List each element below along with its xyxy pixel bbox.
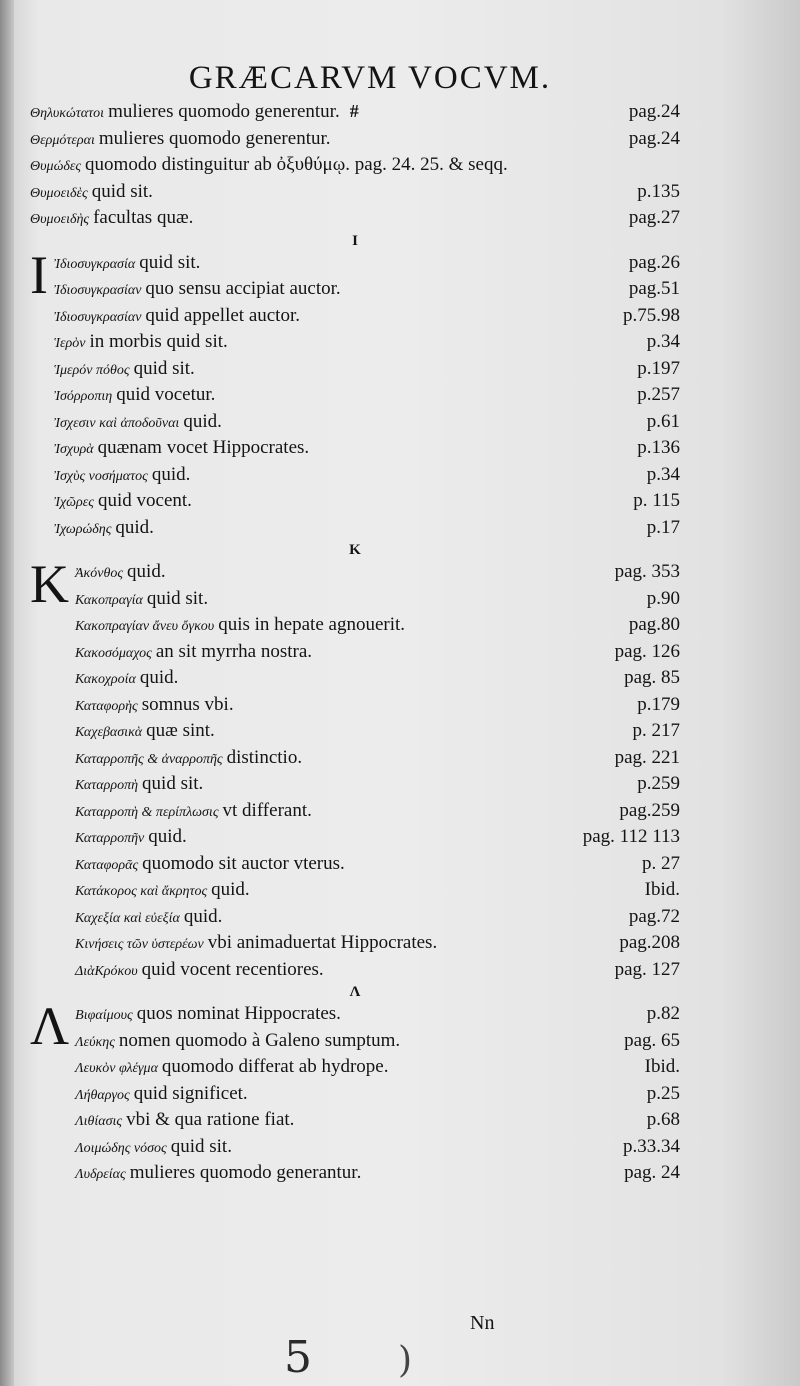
latin-gloss: quomodo differat ab hydrope. bbox=[161, 1056, 389, 1077]
page-reference: pag.72 bbox=[628, 905, 680, 927]
index-entry bbox=[54, 278, 680, 305]
latin-gloss: distinctio. bbox=[226, 746, 303, 768]
latin-gloss: quid significet. bbox=[133, 1082, 248, 1104]
page-reference: pag. 85 bbox=[624, 667, 680, 688]
latin-gloss: quid. bbox=[115, 516, 154, 538]
index-entry bbox=[54, 384, 680, 411]
greek-term: Θερμότεραι bbox=[30, 132, 95, 148]
greek-term: Ἰχῶρες bbox=[53, 495, 94, 510]
greek-term: Καταφορὴς bbox=[75, 698, 138, 714]
entry-list bbox=[75, 1003, 680, 1189]
page-reference: p.179 bbox=[637, 693, 680, 715]
entry-text bbox=[54, 331, 228, 353]
page-reference: p.135 bbox=[637, 180, 680, 202]
entry-text bbox=[30, 207, 193, 229]
page-reference: pag.27 bbox=[628, 207, 680, 228]
index-entry bbox=[75, 1083, 680, 1110]
index-entry bbox=[54, 464, 680, 491]
greek-term: Βιφαίμους bbox=[75, 1008, 133, 1023]
latin-gloss: vbi & qua ratione fiat. bbox=[126, 1109, 295, 1130]
page-reference: p.90 bbox=[646, 587, 680, 609]
entry-text bbox=[75, 1083, 248, 1105]
latin-gloss: facultas quæ. bbox=[93, 207, 194, 228]
page-reference: pag. 126 bbox=[614, 640, 680, 662]
latin-gloss: quid. bbox=[127, 561, 166, 582]
index-entry bbox=[75, 747, 680, 774]
page-reference: p.68 bbox=[646, 1109, 680, 1130]
entry-text bbox=[30, 154, 508, 176]
latin-gloss: quomodo sit auctor vterus. bbox=[142, 852, 345, 874]
greek-term: Ἰχωρώδης bbox=[53, 521, 112, 537]
index-group bbox=[30, 230, 680, 544]
page-reference: p. 115 bbox=[633, 490, 680, 511]
index-entry bbox=[75, 1030, 680, 1057]
latin-gloss: quid. bbox=[151, 463, 191, 485]
page-reference: pag. 65 bbox=[624, 1029, 680, 1051]
entry-text bbox=[75, 1056, 388, 1078]
latin-gloss: quid. bbox=[211, 879, 250, 900]
index-entry bbox=[30, 154, 680, 181]
latin-gloss: quid vocetur. bbox=[116, 384, 216, 405]
entry-text bbox=[75, 1136, 232, 1158]
latin-gloss: somnus vbi. bbox=[141, 693, 234, 715]
page-reference: pag.24 bbox=[628, 127, 680, 149]
entry-list bbox=[75, 561, 680, 985]
entry-text bbox=[75, 773, 203, 795]
entry-text bbox=[75, 1030, 400, 1052]
page-reference: pag. 127 bbox=[614, 958, 680, 980]
index-entry bbox=[75, 853, 680, 880]
greek-term: Κακοσόμαχος bbox=[75, 645, 152, 661]
latin-gloss: quid. bbox=[183, 410, 222, 432]
greek-term: Καχεβασικὰ bbox=[75, 725, 143, 740]
latin-gloss: quid. bbox=[139, 667, 179, 688]
handwritten-mark: # bbox=[349, 101, 359, 121]
index-entry bbox=[75, 906, 680, 933]
greek-term: Ἰδιοσυγκρασίαν bbox=[53, 283, 142, 298]
page-reference: pag.259 bbox=[619, 799, 680, 821]
index-entry bbox=[75, 614, 680, 641]
index-entry bbox=[75, 1003, 680, 1030]
drop-initial: K bbox=[30, 554, 69, 614]
greek-term: Λιθίασις bbox=[75, 1114, 123, 1129]
signature-mark: Nn bbox=[470, 1312, 495, 1334]
index-entry bbox=[75, 1162, 680, 1189]
index-groups bbox=[30, 101, 680, 1189]
handwritten-page-number: 5 bbox=[284, 1332, 312, 1383]
index-entry bbox=[75, 1109, 680, 1136]
entry-text bbox=[75, 800, 312, 822]
index-entry bbox=[75, 1056, 680, 1083]
greek-term: Κακοπραγίαν ἄνευ ὄγκου bbox=[75, 619, 215, 634]
entry-text bbox=[54, 517, 154, 539]
entry-text bbox=[75, 906, 222, 928]
greek-term: Ἰσχεσιν καὶ ἀποδοῦναι bbox=[53, 415, 180, 431]
index-entry bbox=[54, 358, 680, 385]
greek-term: Καταφορᾶς bbox=[75, 857, 139, 873]
entry-text bbox=[75, 588, 208, 610]
index-entry bbox=[30, 128, 680, 155]
entry-text bbox=[75, 959, 324, 981]
entry-text bbox=[54, 464, 190, 486]
index-group bbox=[30, 539, 680, 985]
handwritten-stroke: ) bbox=[398, 1340, 413, 1381]
page-reference: p.136 bbox=[637, 437, 680, 458]
section-letter: Λ bbox=[349, 984, 361, 1000]
greek-term: Λευκὸν φλέγμα bbox=[75, 1061, 158, 1076]
entry-text bbox=[54, 490, 192, 512]
entry-text bbox=[75, 1109, 294, 1131]
group-body bbox=[30, 996, 680, 1189]
latin-gloss: quid sit. bbox=[146, 587, 209, 609]
page-reference: Ibid. bbox=[644, 1056, 680, 1077]
page-reference: Ibid. bbox=[644, 879, 680, 900]
page-reference: p.34 bbox=[646, 463, 680, 485]
entry-text bbox=[54, 252, 200, 274]
index-entry bbox=[75, 879, 680, 906]
index-entry bbox=[75, 588, 680, 615]
greek-term: Θυμώδες bbox=[30, 159, 82, 174]
greek-term: Κινήσεις τῶν ὑστερέων bbox=[75, 937, 204, 952]
index-group bbox=[30, 101, 680, 234]
latin-gloss: quid. bbox=[183, 905, 223, 927]
greek-term: Λυδρείας bbox=[75, 1167, 126, 1182]
section-letter: I bbox=[352, 232, 358, 249]
entry-text bbox=[75, 879, 250, 901]
page-reference: p.257 bbox=[637, 384, 680, 405]
greek-term: Λεύκης bbox=[75, 1034, 115, 1050]
latin-gloss: mulieres quomodo generentur. bbox=[108, 101, 340, 122]
page-reference: pag.26 bbox=[628, 251, 680, 273]
index-entry bbox=[54, 331, 680, 358]
entry-list bbox=[30, 101, 680, 234]
page-reference: pag. 221 bbox=[614, 746, 680, 768]
entry-text bbox=[54, 305, 300, 327]
page-reference: p.259 bbox=[637, 773, 680, 794]
entry-list bbox=[54, 252, 680, 544]
index-entry bbox=[54, 411, 680, 438]
entry-text bbox=[75, 853, 345, 875]
latin-gloss: quænam vocet Hippocrates. bbox=[97, 437, 310, 458]
greek-term: Ἰδιοσυγκρασίαν bbox=[53, 309, 142, 325]
index-entry bbox=[75, 720, 680, 747]
latin-gloss: quid vocent. bbox=[97, 490, 192, 511]
latin-gloss: quid sit. bbox=[139, 251, 201, 273]
greek-term: Θυμοειδὴς bbox=[30, 212, 90, 227]
entry-text bbox=[75, 1003, 341, 1025]
drop-initial: I bbox=[30, 244, 48, 305]
latin-gloss: quid. bbox=[148, 826, 187, 847]
greek-term: Κακοχροία bbox=[75, 672, 136, 687]
index-entry bbox=[75, 773, 680, 800]
latin-gloss: quid appellet auctor. bbox=[145, 304, 300, 326]
entry-text bbox=[30, 181, 153, 203]
group-body bbox=[30, 101, 680, 234]
greek-term: Ἰσχυρὰ bbox=[53, 442, 94, 457]
entry-text bbox=[75, 561, 166, 583]
latin-gloss: quæ sint. bbox=[146, 720, 215, 741]
index-entry bbox=[75, 694, 680, 721]
latin-gloss: quid sit. bbox=[133, 357, 195, 379]
greek-term: Κατάκορος καὶ ἄκρητος bbox=[75, 884, 208, 899]
group-body bbox=[30, 554, 680, 985]
greek-term: Ἰσόρροπιη bbox=[53, 389, 113, 404]
index-entry bbox=[54, 305, 680, 332]
entry-text bbox=[30, 101, 359, 123]
index-entry bbox=[54, 437, 680, 464]
latin-gloss: quomodo distinguitur ab ὀξυθύμῳ. pag. 24. 25. & seqq. bbox=[85, 154, 508, 175]
greek-term: Ἀκόνθος bbox=[75, 566, 124, 581]
greek-term: Καταρροπὴ bbox=[75, 778, 139, 793]
greek-term: Ἱμερόν πόθος bbox=[53, 362, 130, 378]
entry-text bbox=[54, 384, 215, 406]
entry-text bbox=[75, 667, 178, 689]
drop-initial: Λ bbox=[30, 996, 70, 1056]
page-reference: p.34 bbox=[646, 331, 680, 352]
page-reference: pag.80 bbox=[628, 614, 680, 635]
entry-text bbox=[54, 278, 341, 300]
latin-gloss: quid vocent recentiores. bbox=[141, 958, 324, 980]
page-reference: pag. 353 bbox=[614, 561, 680, 582]
entry-text bbox=[54, 437, 309, 459]
page-reference: p.25 bbox=[646, 1082, 680, 1104]
index-entry bbox=[54, 517, 680, 544]
greek-term: Θυμοειδὲς bbox=[30, 185, 88, 201]
greek-term: Θηλυκώτατοι bbox=[30, 106, 105, 121]
page-reference: pag.24 bbox=[628, 101, 680, 122]
greek-term: Λήθαργος bbox=[75, 1087, 130, 1103]
index-entry bbox=[75, 667, 680, 694]
entry-text bbox=[54, 358, 195, 380]
index-entry bbox=[75, 561, 680, 588]
index-entry bbox=[75, 1136, 680, 1163]
entry-text bbox=[75, 694, 234, 716]
entry-text bbox=[54, 411, 222, 433]
page-reference: pag. 24 bbox=[624, 1162, 680, 1183]
index-entry bbox=[75, 932, 680, 959]
greek-term: Ἰσχὺς νοσήματος bbox=[53, 468, 148, 484]
latin-gloss: quo sensu accipiat auctor. bbox=[145, 278, 341, 299]
greek-term: Καταρροπὴ & περίπλωσις bbox=[75, 804, 219, 820]
page-reference: pag.208 bbox=[619, 932, 680, 953]
greek-term: Καχεξία καὶ εὐεξία bbox=[75, 910, 180, 926]
entry-text bbox=[75, 1162, 361, 1184]
latin-gloss: quid sit. bbox=[142, 773, 204, 794]
latin-gloss: an sit myrrha nostra. bbox=[155, 640, 313, 662]
index-entry bbox=[30, 181, 680, 208]
greek-term: Λοιμώδης νόσος bbox=[75, 1140, 167, 1156]
section-letter: K bbox=[349, 542, 361, 558]
latin-gloss: quid sit. bbox=[91, 180, 153, 202]
entry-text bbox=[75, 641, 312, 663]
index-page bbox=[30, 60, 680, 1189]
index-group bbox=[30, 981, 680, 1189]
index-entry bbox=[54, 490, 680, 517]
greek-term: Καταρροπῆν bbox=[75, 831, 145, 846]
index-entry bbox=[75, 800, 680, 827]
page-reference: p. 27 bbox=[642, 852, 680, 874]
page-reference: pag.51 bbox=[628, 278, 680, 299]
index-entry bbox=[30, 101, 680, 128]
greek-term: Κακοπραγία bbox=[75, 592, 143, 608]
latin-gloss: quos nominat Hippocrates. bbox=[136, 1003, 341, 1024]
page-reference: p.33.34 bbox=[623, 1135, 680, 1157]
book-gutter bbox=[0, 0, 14, 1386]
page-reference: p.61 bbox=[646, 410, 680, 432]
latin-gloss: in morbis quid sit. bbox=[89, 331, 228, 352]
group-body bbox=[30, 244, 680, 544]
greek-term: Ἰδιοσυγκρασία bbox=[53, 256, 136, 272]
latin-gloss: quis in hepate agnouerit. bbox=[218, 614, 406, 635]
index-entry bbox=[54, 252, 680, 279]
latin-gloss: nomen quomodo à Galeno sumptum. bbox=[118, 1029, 401, 1051]
entry-text bbox=[30, 128, 331, 150]
latin-gloss: quid sit. bbox=[170, 1135, 232, 1157]
entry-text bbox=[75, 747, 302, 769]
page-reference: p.17 bbox=[646, 516, 680, 538]
page-reference: pag. 112 113 bbox=[582, 826, 680, 847]
greek-term: Ἱερὸν bbox=[53, 336, 86, 351]
latin-gloss: mulieres quomodo generantur. bbox=[129, 1162, 362, 1183]
index-entry bbox=[75, 959, 680, 986]
latin-gloss: mulieres quomodo generentur. bbox=[98, 127, 331, 149]
page-reference: p. 217 bbox=[632, 720, 680, 741]
entry-text bbox=[75, 826, 187, 848]
entry-text bbox=[75, 932, 437, 954]
greek-term: ΔιὰΚρόκου bbox=[75, 963, 138, 979]
page-reference: p.197 bbox=[637, 357, 680, 379]
latin-gloss: vt differant. bbox=[222, 799, 312, 821]
page-reference: p.75.98 bbox=[623, 304, 680, 326]
index-entry bbox=[75, 641, 680, 668]
entry-text bbox=[75, 720, 215, 742]
page-title: GRÆCARVM VOCVM. bbox=[188, 60, 552, 96]
greek-term: Καταρροπῆς & ἀναρροπῆς bbox=[75, 751, 223, 767]
latin-gloss: vbi animaduertat Hippocrates. bbox=[207, 932, 438, 953]
entry-text bbox=[75, 614, 405, 636]
index-entry bbox=[75, 826, 680, 853]
page-reference: p.82 bbox=[646, 1003, 680, 1024]
